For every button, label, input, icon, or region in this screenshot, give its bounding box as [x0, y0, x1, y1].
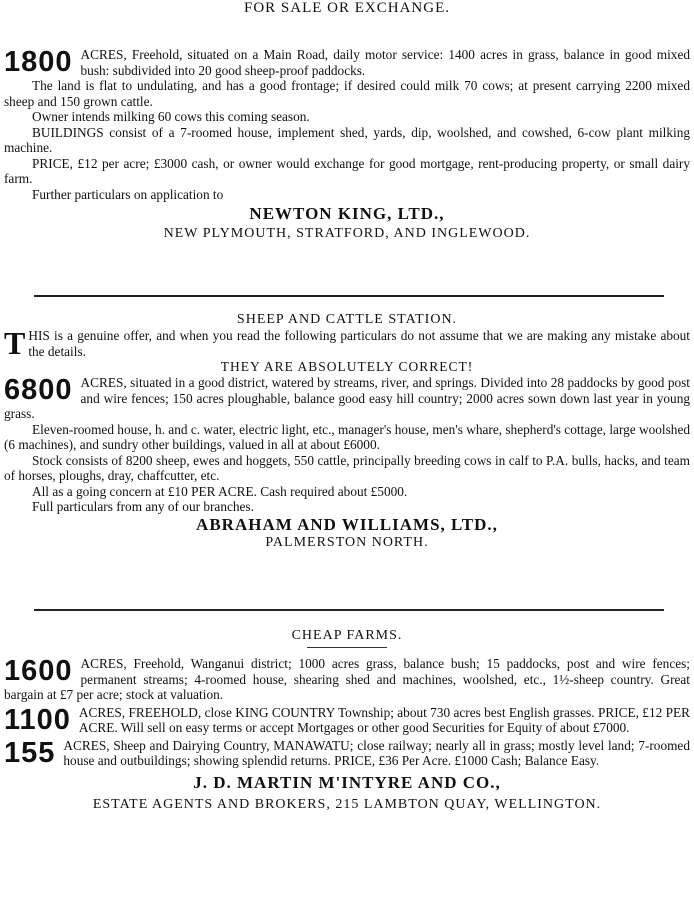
ad-paragraph: Further particulars on application to — [32, 186, 224, 202]
farm-listing — [0, 738, 694, 769]
ad-paragraph: Stock consists of 8200 sheep, ewes and hoggets, 550 cattle, principally breeding cows in calf to P.A. bulls, hacks, and team of horses, ploughs, dray, chaffcutter, etc. — [4, 452, 690, 483]
acreage-figure: 1100 — [4, 704, 71, 736]
agent-firm-name: ABRAHAM AND WILLIAMS, LTD., — [196, 514, 498, 534]
ad-heading: FOR SALE OR EXCHANGE. — [243, 0, 450, 16]
acreage-figure: 6800 — [4, 375, 73, 406]
lead-text: ACRES, Freehold, situated on a Main Road, daily motor service: 1400 acres in grass, balance in good mixed bush: subdivided into 20 good sheep-proof paddocks. — [80, 47, 690, 78]
acreage-figure: 1600 — [4, 656, 73, 687]
ad-for-sale-or-exchange — [0, 0, 694, 242]
ad-paragraph: BUILDINGS consist of a 7-roomed house, implement shed, yards, dip, woolshed, and cowshed, 6-cow plant milking machine. — [4, 124, 690, 155]
ad-intro — [0, 328, 694, 359]
agent-firm-name: NEWTON KING, LTD., — [249, 204, 445, 223]
ad-paragraph: Full particulars from any of our branches. — [32, 499, 254, 514]
acreage-figure: 1800 — [4, 47, 73, 78]
agent-location: PALMERSTON NORTH. — [265, 534, 429, 550]
agent-address: ESTATE AGENTS AND BROKERS, 215 LAMBTON QUAY, WELLINGTON. — [92, 796, 602, 812]
emphasis-line: THEY ARE ABSOLUTELY CORRECT! — [220, 359, 474, 374]
farm-listing — [0, 705, 694, 736]
ad-heading: SHEEP AND CATTLE STATION. — [236, 312, 458, 327]
farm-listing — [0, 656, 694, 703]
ad-lead-paragraph — [0, 375, 694, 422]
ad-cheap-farms — [0, 628, 694, 813]
ad-paragraph: The land is flat to undulating, and has a good frontage; if desired could milk 70 cows; at present carrying 2200 mixed sheep and 150 grown cattle. — [4, 78, 690, 109]
column-rule — [34, 609, 664, 611]
lead-text: ACRES, situated in a good district, watered by streams, river, and springs. Divided into 28 paddocks by good post and wire fences; 150 acres ploughable, balance good easy hill country; 2000 acres sown down last year in young grass. — [4, 375, 690, 421]
heading-rule — [307, 647, 387, 648]
agent-firm-name: J. D. MARTIN M'INTYRE AND CO., — [193, 772, 501, 792]
ad-paragraph: PRICE, £12 per acre; £3000 cash, or owner would exchange for good mortgage, rent-producing property, or small dairy farm. — [4, 155, 690, 186]
acreage-figure: 155 — [4, 737, 56, 769]
ad-lead-paragraph — [0, 47, 694, 78]
ad-paragraph: Eleven-roomed house, h. and c. water, electric light, etc., manager's house, men's whare, shepherd's cottage, large woolshed (6 machines), and sundry other buildings, valued in all at about £6000. — [4, 421, 690, 452]
listing-text: ACRES, Sheep and Dairying Country, MANAWATU; close railway; nearly all in grass; mostly level land; 7-roomed house and outbuildings; showing splendid returns. PRICE, £36 Per Acre. £1000 Cash; Balance Easy. — [63, 737, 690, 768]
ad-sheep-and-cattle-station — [0, 312, 694, 551]
intro-text: HIS is a genuine offer, and when you read the following particulars do not assume that we are making any mistake about the details. — [28, 328, 690, 359]
ad-paragraph: Owner intends milking 60 cows this coming season. — [32, 109, 310, 124]
drop-cap: T — [4, 328, 26, 359]
ad-heading: CHEAP FARMS. — [291, 628, 403, 643]
ad-paragraph: All as a going concern at £10 PER ACRE. Cash required about £5000. — [32, 483, 408, 499]
agent-locations: NEW PLYMOUTH, STRATFORD, AND INGLEWOOD. — [163, 226, 531, 241]
listing-text: ACRES, Freehold, Wanganui district; 1000 acres grass, balance bush; 15 paddocks, post and wire fences; permanent streams; 4-roomed house, shearing shed and machines, woolshed, etc., 1½-sheep country. Great bargain at £7 per acre; stock at valuation. — [4, 656, 690, 702]
column-rule — [34, 295, 664, 297]
listing-text: ACRES, FREEHOLD, close KING COUNTRY Township; about 730 acres best English grasses. PRICE, £12 PER ACRE. Will sell on easy terms or accept Mortgages or other good Securities for Equity of about £7000. — [78, 704, 690, 735]
